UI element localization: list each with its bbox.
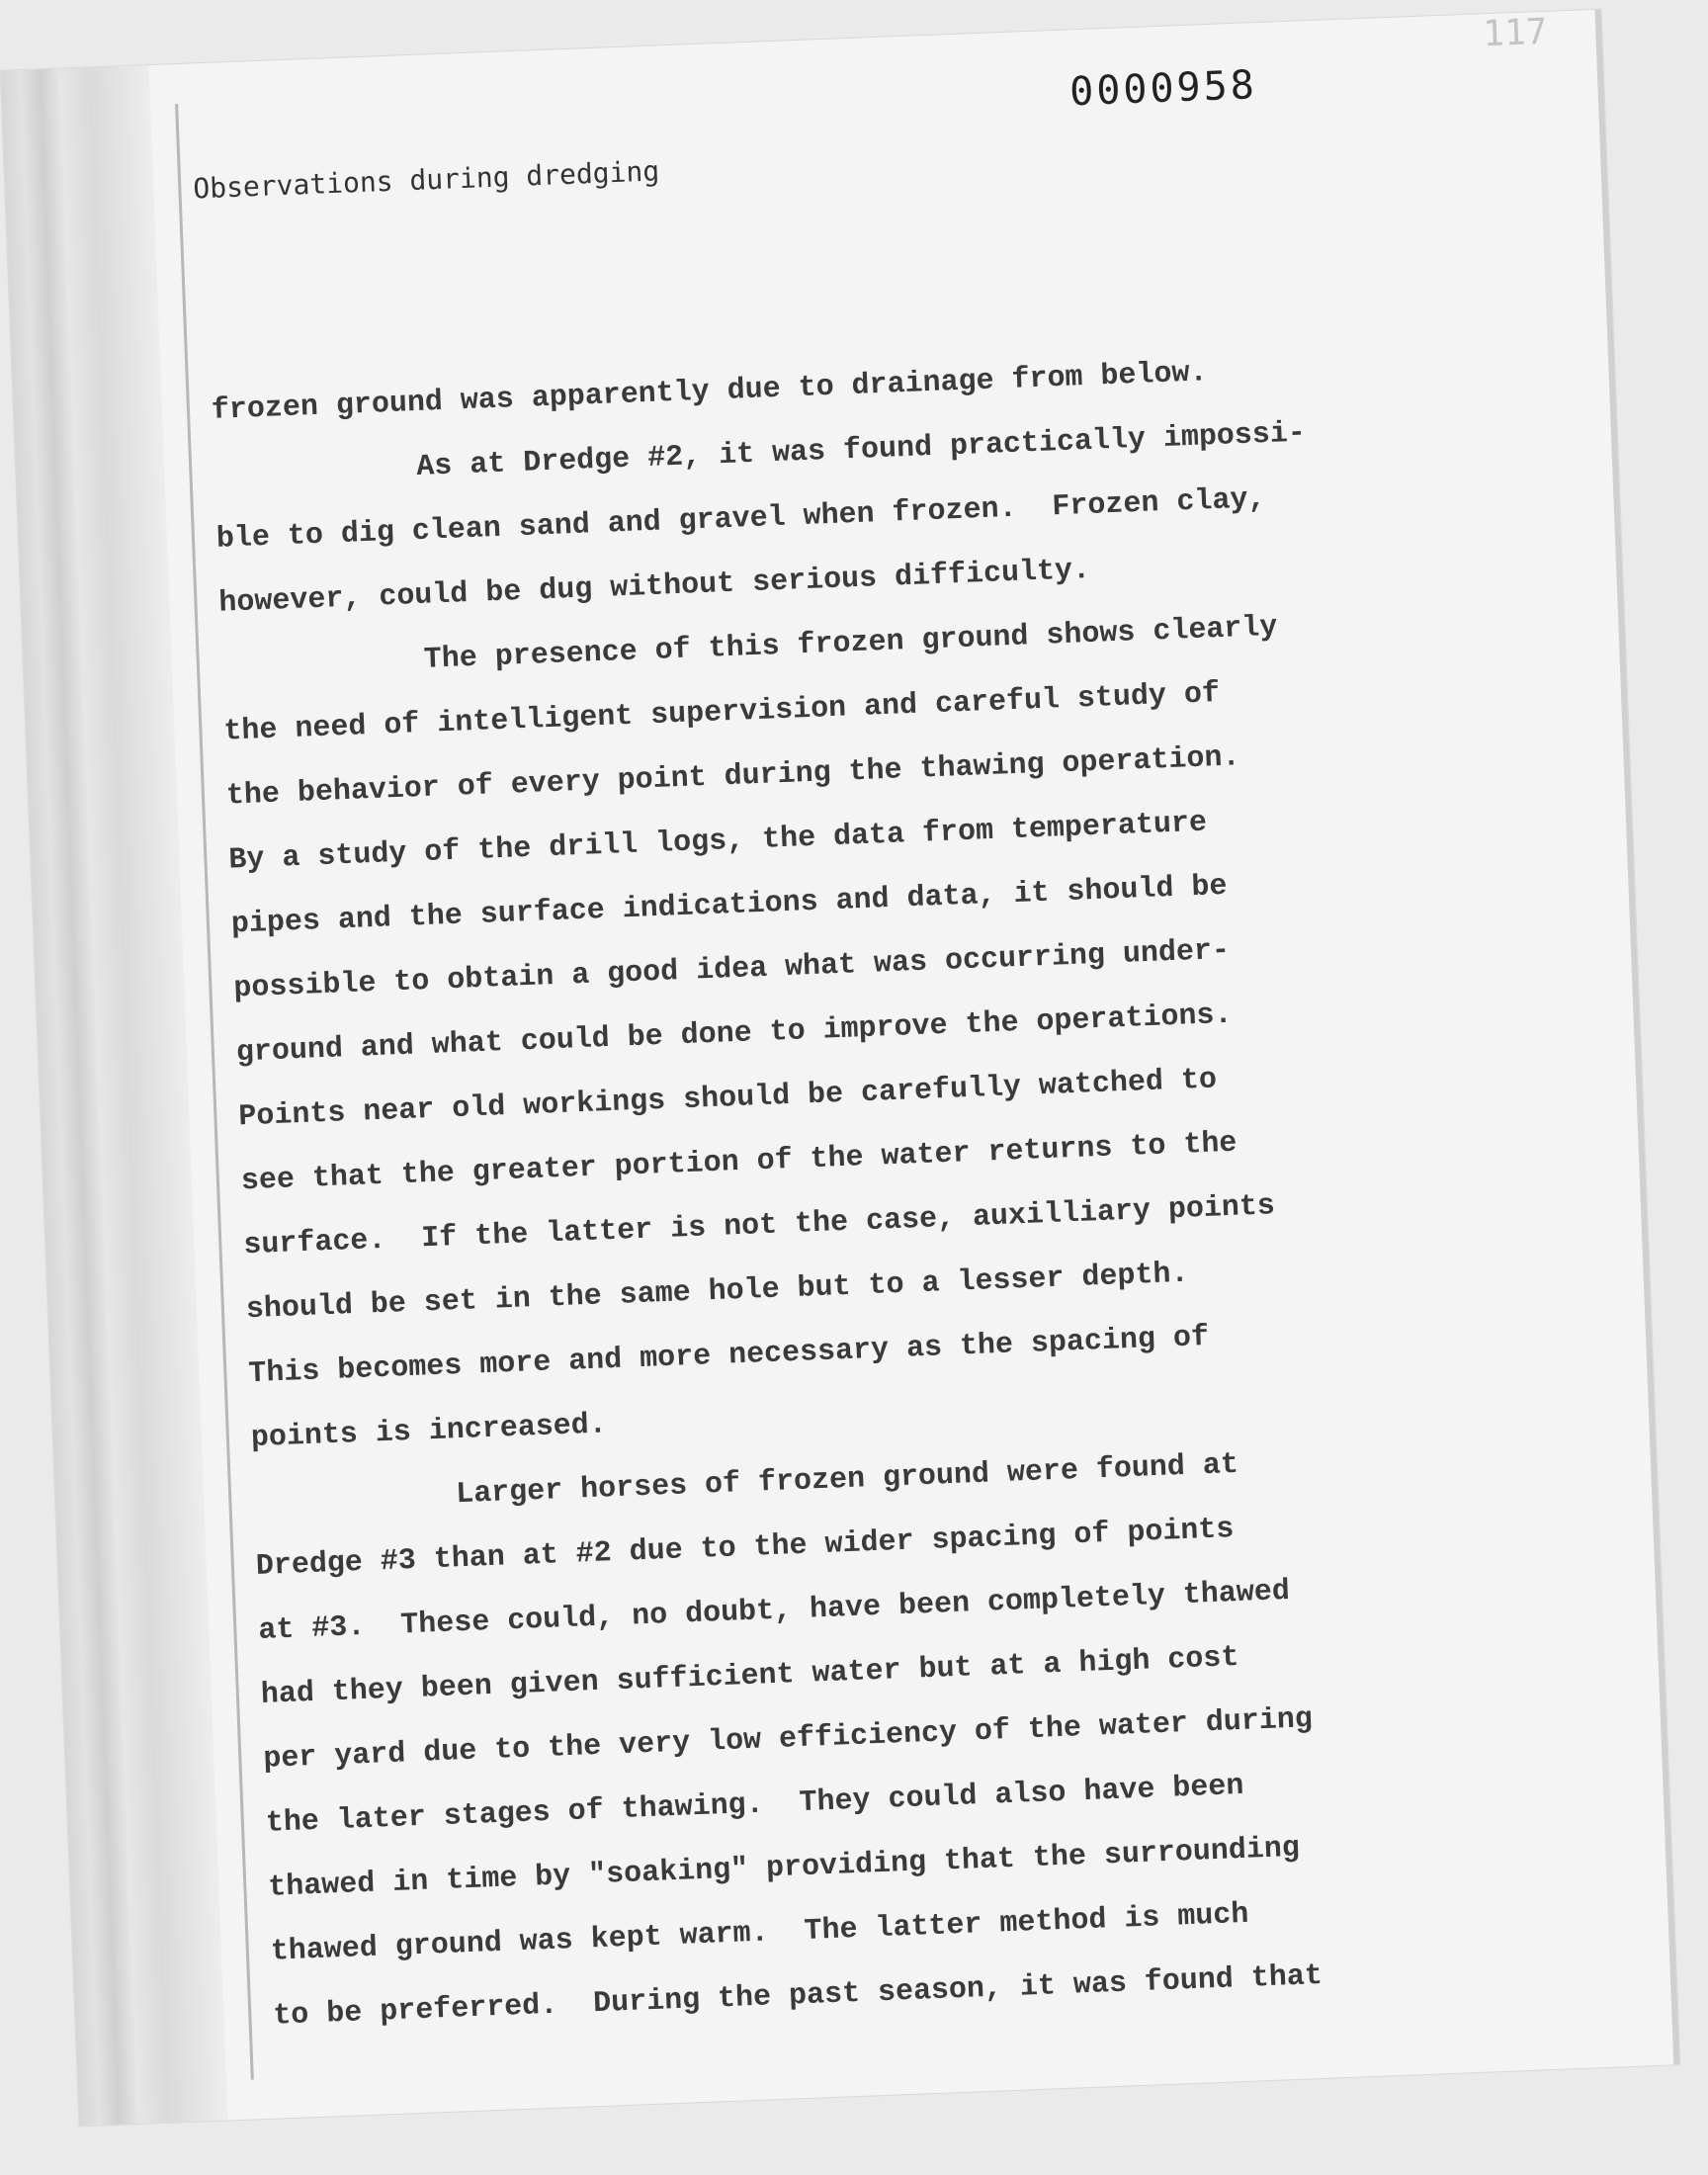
text-line: the behavior of every point during the thawing operation.: [225, 740, 1241, 814]
text-line: to be preferred. During the past season, it was found that: [272, 1958, 1324, 2034]
text-line: Dredge #3 than at #2 due to the wider spacing of points: [255, 1513, 1236, 1585]
page-edge: [1594, 10, 1679, 2065]
text-line: thawed ground was kept warm. The latter method is much: [270, 1897, 1250, 1969]
text-line: surface. If the latter is not the case, auxilliary points: [242, 1189, 1276, 1263]
text-line: ground and what could be done to improve the operations.: [235, 998, 1234, 1071]
text-line: Points near old workings should be carefully watched to: [237, 1063, 1218, 1135]
typed-page: [1, 10, 1680, 2127]
text-line: per yard due to the very low efficiency of the water during: [262, 1702, 1314, 1777]
text-line: the later stages of thawing. They could also have been: [265, 1769, 1245, 1841]
text-line: the need of intelligent supervision and careful study of: [222, 676, 1221, 749]
text-line: As at Dredge #2, it was found practically impossi-: [415, 416, 1307, 484]
text-line: This becomes more and more necessary as the spacing of: [247, 1320, 1210, 1392]
text-line: possible to obtain a good idea what was occurring under-: [232, 933, 1231, 1006]
text-line: points is increased.: [250, 1408, 608, 1456]
text-line: at #3. These could, no doubt, have been completely thawed: [257, 1574, 1291, 1649]
page-id-stamp: 0000958: [1068, 62, 1258, 116]
text-line: By a study of the drill logs, the data from temperature: [227, 806, 1208, 878]
text-line: frozen ground was apparently due to drainage from below.: [211, 356, 1209, 428]
text-line: see that the greater portion of the water returns to the: [240, 1126, 1238, 1199]
text-line: however, could be dug without serious difficulty.: [217, 553, 1091, 621]
page-header: Observations during dredging: [192, 154, 660, 206]
text-line: ble to dig clean sand and gravel when frozen. Frozen clay,: [215, 482, 1267, 557]
body-text: [211, 330, 1559, 2049]
text-line: had they been given sufficient water but at a high cost: [260, 1640, 1240, 1712]
corner-page-mark: 117: [1482, 11, 1549, 55]
text-line: The presence of this frozen ground shows clearly: [423, 610, 1279, 677]
text-line: should be set in the same hole but to a lesser depth.: [245, 1257, 1190, 1328]
text-line: Larger horses of frozen ground were found at: [455, 1447, 1239, 1513]
binding-shadow: [1, 65, 228, 2126]
text-line: pipes and the surface indications and data, it should be: [230, 869, 1229, 942]
text-line: thawed in time by "soaking" providing that the surrounding: [267, 1831, 1301, 1905]
